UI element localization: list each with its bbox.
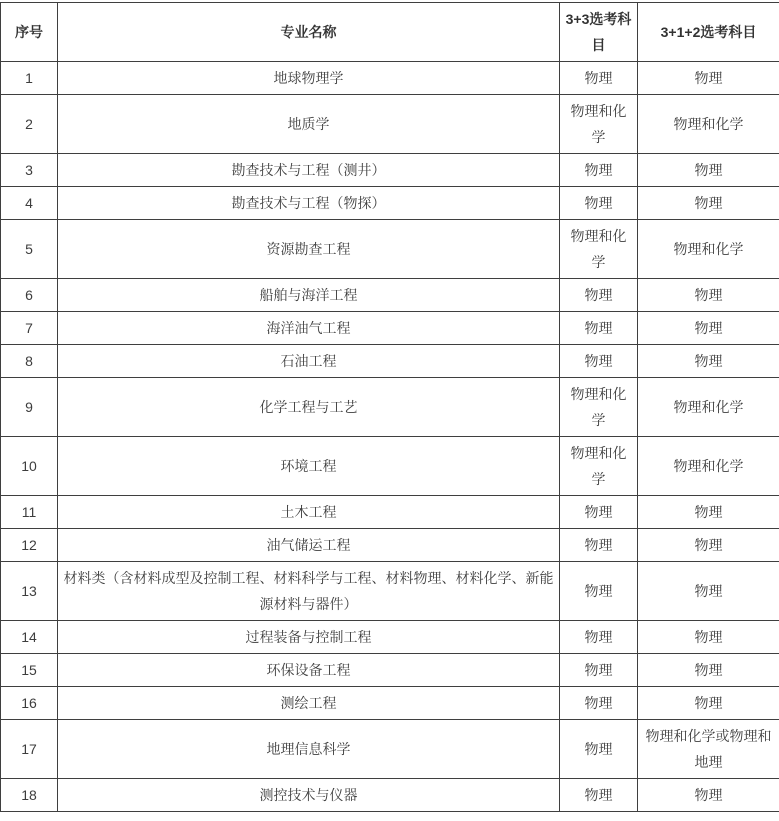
subjects-3plus1plus2-cell: 物理和化学 (638, 437, 779, 496)
table-row (1, 621, 779, 654)
table-row (1, 378, 779, 437)
subjects-3plus3-cell: 物理和化学 (560, 95, 638, 154)
subjects-3plus1plus2-cell: 物理和化学或物理和地理 (638, 720, 779, 779)
row-number-cell: 10 (1, 437, 58, 496)
subjects-3plus1plus2-cell: 物理 (638, 779, 779, 812)
major-name-cell: 石油工程 (58, 345, 560, 378)
subjects-3plus1plus2-cell: 物理 (638, 654, 779, 687)
subjects-3plus3-cell: 物理和化学 (560, 437, 638, 496)
table-row (1, 437, 779, 496)
table-row (1, 654, 779, 687)
row-number-cell: 2 (1, 95, 58, 154)
row-number-cell: 13 (1, 562, 58, 621)
subjects-3plus3-cell: 物理 (560, 345, 638, 378)
subjects-3plus3-cell: 物理 (560, 312, 638, 345)
major-name-cell: 船舶与海洋工程 (58, 279, 560, 312)
major-name-cell: 测绘工程 (58, 687, 560, 720)
col-header-number: 序号 (1, 3, 58, 62)
table-row (1, 720, 779, 779)
table-row (1, 95, 779, 154)
row-number-cell: 4 (1, 187, 58, 220)
subjects-3plus1plus2-cell: 物理和化学 (638, 95, 779, 154)
row-number-cell: 7 (1, 312, 58, 345)
subjects-3plus1plus2-cell: 物理 (638, 312, 779, 345)
subjects-3plus1plus2-cell: 物理 (638, 687, 779, 720)
row-number-cell: 12 (1, 529, 58, 562)
row-number-cell: 9 (1, 378, 58, 437)
major-name-cell: 勘查技术与工程（测井） (58, 154, 560, 187)
table-row (1, 279, 779, 312)
table-row (1, 154, 779, 187)
table-body (1, 62, 779, 812)
major-name-cell: 勘查技术与工程（物探） (58, 187, 560, 220)
subjects-3plus1plus2-cell: 物理 (638, 154, 779, 187)
major-name-cell: 地理信息科学 (58, 720, 560, 779)
subjects-3plus1plus2-cell: 物理和化学 (638, 220, 779, 279)
row-number-cell: 15 (1, 654, 58, 687)
col-header-3plus1plus2-subjects: 3+1+2选考科目 (638, 3, 779, 62)
major-name-cell: 化学工程与工艺 (58, 378, 560, 437)
majors-subjects-table (0, 2, 779, 812)
subjects-3plus1plus2-cell: 物理 (638, 621, 779, 654)
subjects-3plus3-cell: 物理 (560, 621, 638, 654)
row-number-cell: 5 (1, 220, 58, 279)
row-number-cell: 14 (1, 621, 58, 654)
col-header-major-name: 专业名称 (58, 3, 560, 62)
col-header-3plus3-subjects: 3+3选考科目 (560, 3, 638, 62)
subjects-3plus3-cell: 物理 (560, 529, 638, 562)
table-row (1, 687, 779, 720)
major-name-cell: 地球物理学 (58, 62, 560, 95)
subjects-3plus1plus2-cell: 物理 (638, 345, 779, 378)
header-row (1, 3, 779, 62)
row-number-cell: 17 (1, 720, 58, 779)
subjects-3plus3-cell: 物理 (560, 496, 638, 529)
row-number-cell: 18 (1, 779, 58, 812)
table-row (1, 562, 779, 621)
subjects-3plus1plus2-cell: 物理 (638, 62, 779, 95)
row-number-cell: 6 (1, 279, 58, 312)
subjects-3plus3-cell: 物理 (560, 654, 638, 687)
subjects-3plus1plus2-cell: 物理 (638, 529, 779, 562)
subjects-3plus1plus2-cell: 物理 (638, 496, 779, 529)
table-row (1, 496, 779, 529)
subjects-3plus1plus2-cell: 物理 (638, 187, 779, 220)
subjects-3plus3-cell: 物理 (560, 279, 638, 312)
row-number-cell: 16 (1, 687, 58, 720)
subjects-3plus3-cell: 物理和化学 (560, 220, 638, 279)
major-name-cell: 测控技术与仪器 (58, 779, 560, 812)
major-name-cell: 海洋油气工程 (58, 312, 560, 345)
subjects-3plus3-cell: 物理 (560, 687, 638, 720)
subjects-3plus3-cell: 物理 (560, 562, 638, 621)
table-row (1, 220, 779, 279)
row-number-cell: 8 (1, 345, 58, 378)
table-row (1, 345, 779, 378)
subjects-3plus3-cell: 物理 (560, 154, 638, 187)
table-row (1, 62, 779, 95)
major-name-cell: 环境工程 (58, 437, 560, 496)
subjects-3plus3-cell: 物理 (560, 720, 638, 779)
table-row (1, 779, 779, 812)
row-number-cell: 3 (1, 154, 58, 187)
major-name-cell: 资源勘查工程 (58, 220, 560, 279)
major-name-cell: 油气储运工程 (58, 529, 560, 562)
row-number-cell: 1 (1, 62, 58, 95)
subjects-3plus1plus2-cell: 物理和化学 (638, 378, 779, 437)
major-name-cell: 过程装备与控制工程 (58, 621, 560, 654)
table-row (1, 187, 779, 220)
subjects-3plus3-cell: 物理 (560, 779, 638, 812)
subjects-3plus3-cell: 物理 (560, 187, 638, 220)
major-name-cell: 环保设备工程 (58, 654, 560, 687)
subjects-3plus1plus2-cell: 物理 (638, 279, 779, 312)
table-row (1, 529, 779, 562)
major-name-cell: 土木工程 (58, 496, 560, 529)
major-name-cell: 材料类（含材料成型及控制工程、材料科学与工程、材料物理、材料化学、新能源材料与器件） (58, 562, 560, 621)
subjects-3plus3-cell: 物理 (560, 62, 638, 95)
row-number-cell: 11 (1, 496, 58, 529)
subjects-3plus1plus2-cell: 物理 (638, 562, 779, 621)
major-name-cell: 地质学 (58, 95, 560, 154)
table-row (1, 312, 779, 345)
subjects-3plus3-cell: 物理和化学 (560, 378, 638, 437)
